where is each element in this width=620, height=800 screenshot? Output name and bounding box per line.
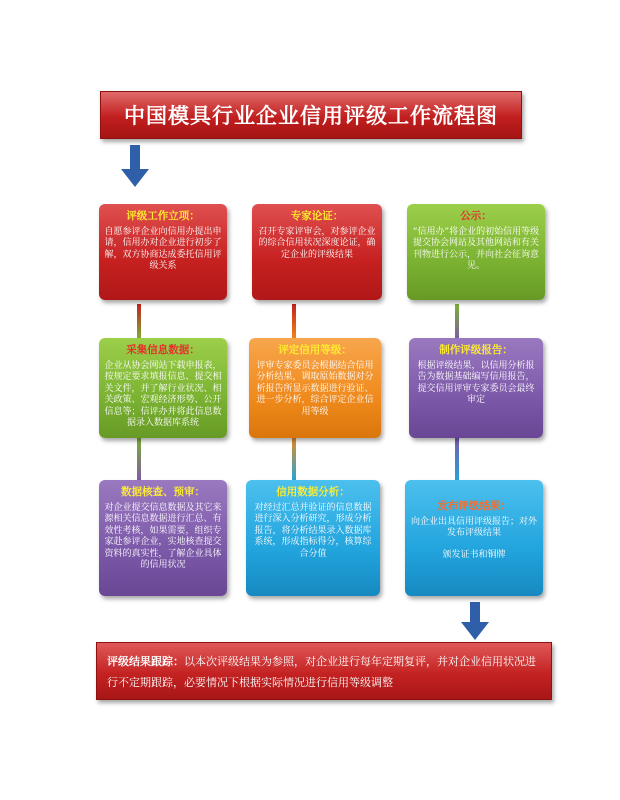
step-box-result-release xyxy=(405,480,543,596)
step-title: 采集信息数据： xyxy=(126,344,200,356)
step-box-credit-analysis xyxy=(246,480,380,596)
step-description: 根据评级结果，以信用分析报告为数据基础编写信用报告，提交信用评审专家委员会最终审定 xyxy=(417,360,535,406)
step-description: 评审专家委员会根据结合信用分析结果，调取原始数据对分析报告所显示数据进行验证、进一步分析，综合评定企业信用等级 xyxy=(256,360,374,417)
step-title: 评级工作立项： xyxy=(126,210,200,222)
connector-line xyxy=(137,304,141,340)
connector-line xyxy=(455,436,459,482)
step-description: 自愿参评企业向信用办提出申请，信用办对企业进行初步了解，双方协商达成委托信用评级关系 xyxy=(104,226,222,272)
step-box-project-initiation xyxy=(99,204,227,300)
connector-line xyxy=(455,304,459,340)
step-extra-note: 颁发证书和铜牌 xyxy=(442,549,506,560)
step-title: 专家论证： xyxy=(290,210,344,222)
step-box-publicity xyxy=(407,204,545,300)
connector-line xyxy=(292,436,296,482)
step-title: 公示： xyxy=(460,210,492,222)
arrow-down-icon xyxy=(121,145,149,189)
step-box-data-collection xyxy=(99,338,227,438)
step-title: 数据核查、预审： xyxy=(121,486,205,498)
step-description: 召开专家评审会，对参评企业的综合信用状况深度论证，确定企业的评级结果 xyxy=(258,226,376,260)
result-tracking-text: 以本次评级结果为参照，对企业进行每年定期复评，并对企业信用状况进行不定期跟踪，必要情况下根据实际情况进行信用等级调整 xyxy=(107,655,536,690)
step-title: 发布评级结果： xyxy=(437,500,511,512)
result-tracking-banner xyxy=(96,642,552,700)
step-box-expert-review xyxy=(252,204,382,300)
diagram-title-banner xyxy=(100,91,522,139)
step-description: “信用办”将企业的初始信用等级提交协会网站及其他网站和有关刊物进行公示，并向社会征询意见。 xyxy=(412,226,540,272)
step-box-report-preparation xyxy=(409,338,543,438)
step-description: 企业从协会网站下载申报表，按规定要求填报信息、提交相关文件，并了解行业状况、相关政策、宏观经济形势、公开信息等；信评办并将此信息数据录入数据库系统 xyxy=(104,360,222,429)
connector-line xyxy=(292,304,296,340)
connector-line xyxy=(137,436,141,482)
result-tracking-label: 评级结果跟踪： xyxy=(107,655,184,668)
step-box-data-verification xyxy=(99,480,227,596)
step-description: 对企业提交信息数据及其它来源相关信息数据进行汇总、有效性考核，如果需要，组织专家赴参评企业，实地核查提交资料的真实性，了解企业具体的信用状况 xyxy=(104,502,222,571)
step-title: 制作评级报告： xyxy=(439,344,513,356)
step-description: 对经过汇总并验证的信息数据进行深入分析研究，形成分析报告，将分析结果录入数据库系统，形成指标得分，核算综合分值 xyxy=(254,502,372,559)
step-title: 信用数据分析： xyxy=(276,486,350,498)
step-box-rating-determination xyxy=(249,338,381,438)
diagram-title: 中国模具行业企业信用评级工作流程图 xyxy=(124,104,498,128)
step-description: 向企业出具信用评级报告；对外发布评级结果 xyxy=(410,516,537,539)
arrow-down-icon xyxy=(461,602,489,642)
step-title: 评定信用等级： xyxy=(278,344,352,356)
